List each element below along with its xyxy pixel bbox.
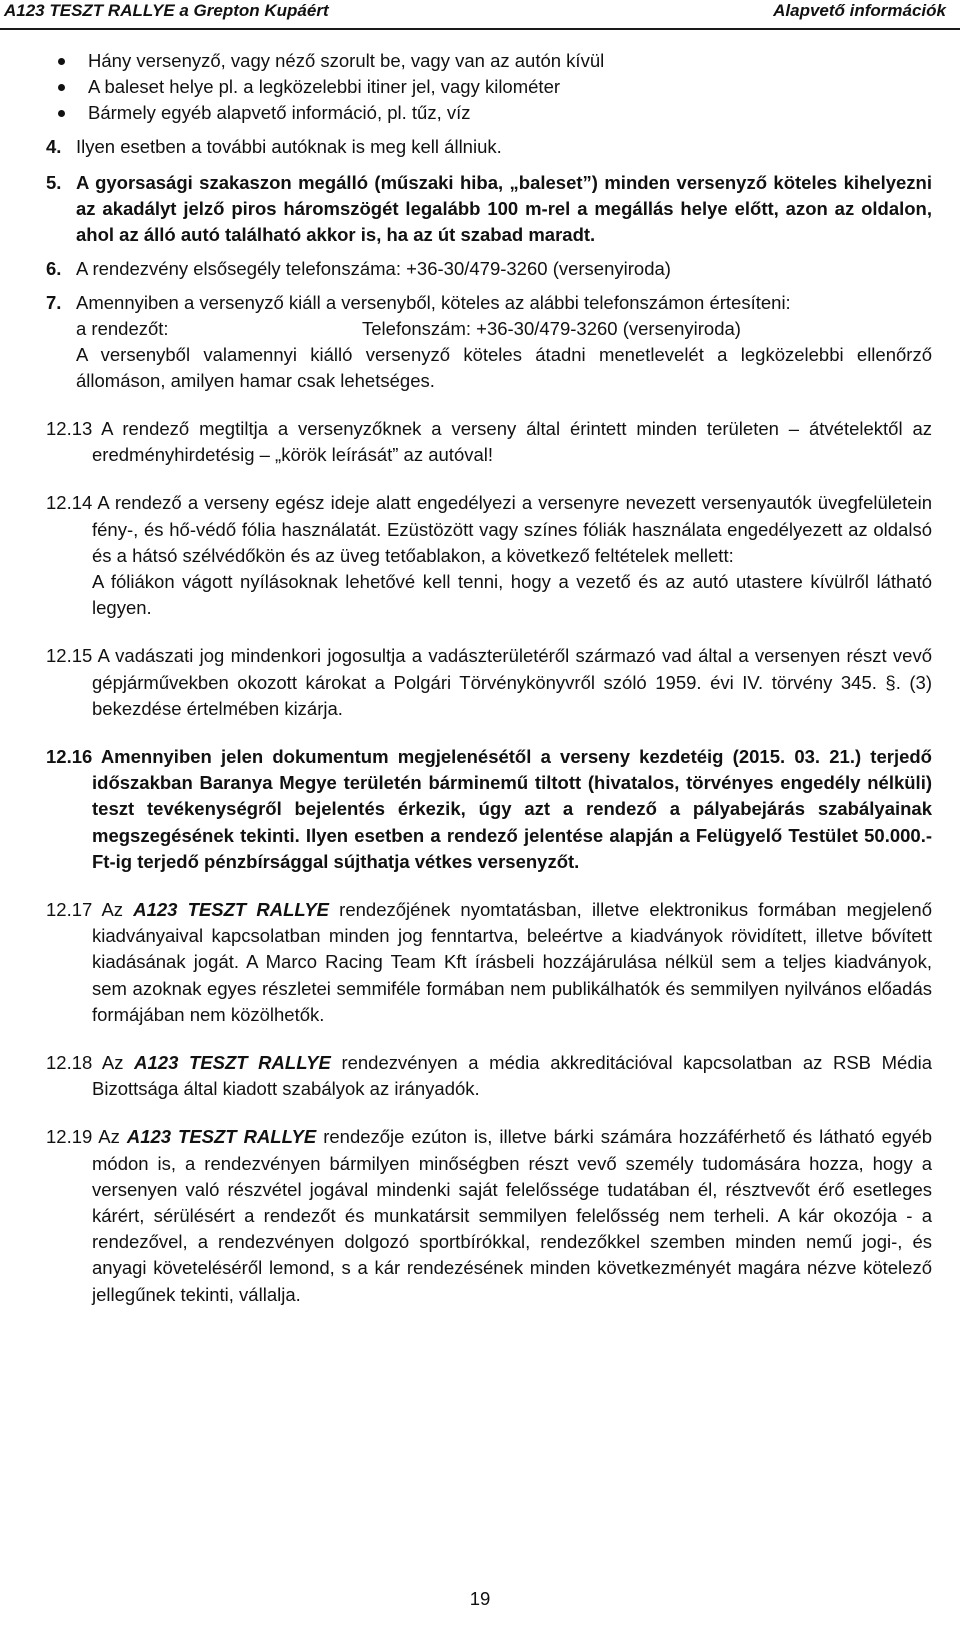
header-title: A123 TESZT RALLYE a Grepton Kupáért	[4, 1, 329, 20]
section-12-16: 12.16 Amennyiben jelen dokumentum megjelenésétől a verseny kezdetéig (2015. 03. 21.) terjedő időszakban Baranya Megye területén bárminemű tiltott (hivatalos, törvényes engedély nélküli) teszt tevékenységről bejelentés érkezik, úgy azt a rendező a pályabejárás szabályainak megszegésének tekinti. Ilyen esetben a rendező jelentése alapján a Felügyelő Testület 50.000.- Ft-ig terjedő pénzbírsággal sújthatja vétkes versenyzőt.	[46, 746, 932, 872]
page-number: 19	[469, 1588, 491, 1609]
list-item: Bármely egyéb alapvető információ, pl. tűz, víz	[46, 100, 932, 126]
bullet-icon	[58, 110, 65, 117]
document-body	[46, 48, 932, 1308]
bullet-list	[46, 48, 932, 126]
list-item: A baleset helye pl. a legközelebbi itiner jel, vagy kilométer	[46, 74, 932, 100]
list-item: Hány versenyző, vagy néző szorult be, vagy van az autón kívül	[46, 48, 932, 74]
bullet-icon	[58, 58, 65, 65]
section-12-18: 12.18 Az A123 TESZT RALLYE rendezvényen a média akkreditációval kapcsolatban az RSB Média Bizottsága által kiadott szabályok az irányadók.	[46, 1052, 933, 1100]
page-header	[0, 0, 960, 30]
header-section: Alapvető információk	[773, 1, 946, 20]
bullet-icon	[58, 84, 65, 91]
section-12-13: 12.13 A rendező megtiltja a versenyzőknek a verseny által érintett minden területen – átvételektől az eredményhirdetésig – „körök leírását” az autóval!	[46, 418, 932, 466]
item-5: 5. A gyorsasági szakaszon megálló (műszaki hiba, „baleset”) minden versenyző köteles kihelyezni az akadályt jelző piros háromszögét legalább 100 m-rel a megállás helye előtt, azon az oldalon, ahol az álló autó található akkor is, ha az út szabad maradt.	[46, 172, 932, 245]
section-12-14: 12.14 A rendező a verseny egész ideje alatt engedélyezi a versenyre nevezett versenyautók üvegfelületein fény-, és hő-védő fólia használatát. Ezüstözött vagy színes fóliák használata engedélyezett az oldalsó és a hátsó szélvédőkön és az üveg tetőablakon, a következő feltételek mellett: A fóliákon vágott nyílásoknak lehetővé kell tenni, hogy a vezető és az autó utastere kívülről látható legyen.	[46, 492, 932, 619]
item-7: 7. Amennyiben a versenyző kiáll a versenyből, köteles az alábbi telefonszámon értesíteni: a rendezőt: Telefonszám: +36-30/479-3260 (versenyiroda) A versenyből valamennyi kiálló versenyző köteles átadni menetlevelét a legközelebbi ellenőrző állomáson, amilyen hamar csak lehetséges.	[46, 292, 932, 391]
section-12-17: 12.17 Az A123 TESZT RALLYE rendezőjének nyomtatásban, illetve elektronikus formában megjelenő kiadványaival kapcsolatban minden jog fenntartva, beleértve a kiadványok rövidített, illetve bővített kiadásának jogát. A Marco Racing Team Kft írásbeli hozzájárulása nélkül sem a teljes kiadványok, sem azoknak egyes részletei semmiféle formában nem publikálhatók és semmilyen nyilvános előadás formájában nem közölhetők.	[46, 899, 932, 1025]
item-4: 4. Ilyen esetben a további autóknak is meg kell állniuk.	[46, 136, 502, 157]
item-6: 6. A rendezvény elsősegély telefonszáma: +36-30/479-3260 (versenyiroda)	[46, 258, 671, 279]
section-12-19: 12.19 Az A123 TESZT RALLYE rendezője ezúton is, illetve bárki számára hozzáférhető és látható egyéb módon is, a rendezvényen bármilyen minőségben részt vevő személy tudomására hozza, hogy a versenyen való részvétel jogával mindenki saját felelőssége tudatában él, résztvevőt érő esetleges kárért, sérülésért a rendezőt és munkatársit semmilyen felelősség nem terheli. A kár okozója - a rendezővel, a rendezvényen dolgozó sportbírókkal, rendezőkkel szemben minden nemű jogi-, és anyagi követeléséről lemond, s a kár rendezésének minden következményét magára nézve kötelező jellegűnek tekinti, vállalja.	[46, 1126, 933, 1305]
section-12-15: 12.15 A vadászati jog mindenkori jogosultja a vadászterületéről származó vad által a versenyen részt vevő gépjárművekben okozott károkat a Polgári Törvénykönyvről szóló 1959. évi IV. törvény 345. §. (3) bekezdése értelmében kizárja.	[46, 645, 932, 719]
